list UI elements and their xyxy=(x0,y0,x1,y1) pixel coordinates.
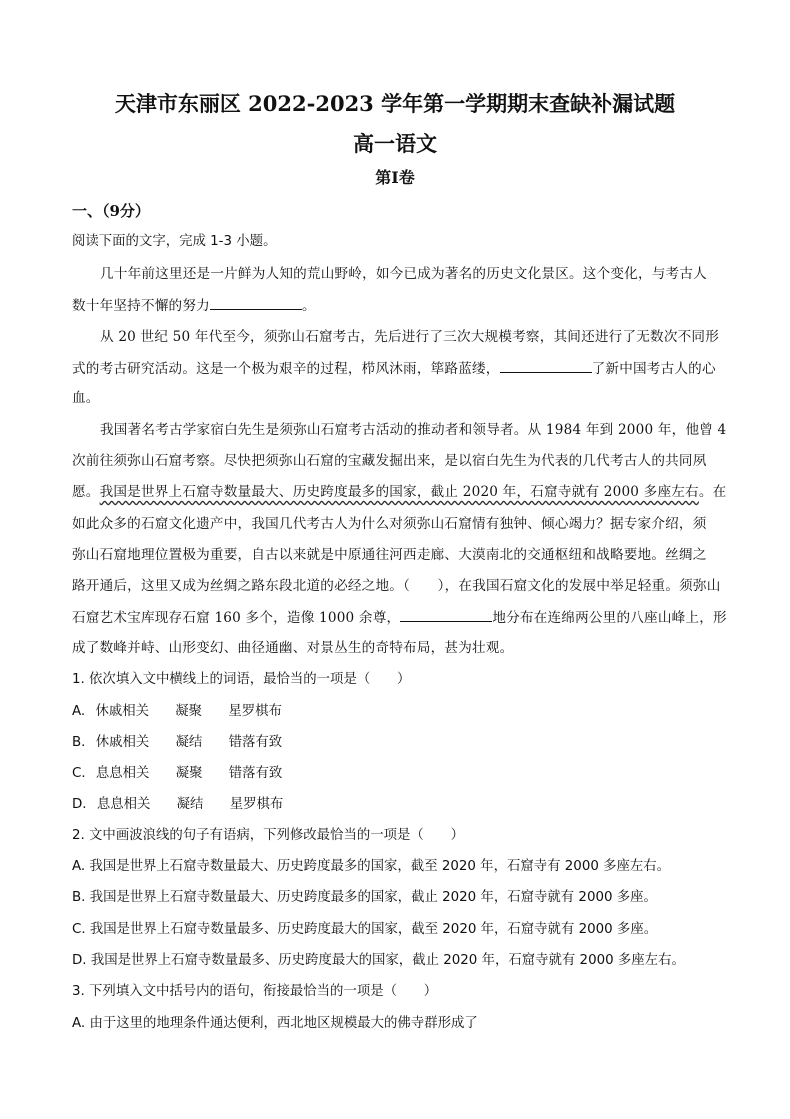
passage-line: 路开通后，这里又成为丝绸之路东段北道的必经之地。（ ），在我国石窟文化的发展中举足轻重。须弥山 xyxy=(72,578,721,594)
exam-title: 天津市东丽区 2022-2023 学年第一学期期末查缺补漏试题 xyxy=(114,91,676,116)
question-option[interactable]: A. 由于这里的地理条件通达便利，西北地区规模最大的佛寺群形成了 xyxy=(72,1016,478,1031)
volume-title: 第Ⅰ卷 xyxy=(375,168,415,187)
passage-line: 血。 xyxy=(72,390,100,406)
section-instruction: 阅读下面的文字，完成 1-3 小题。 xyxy=(72,234,277,249)
subject-title: 高一语文 xyxy=(353,131,437,156)
question-option[interactable]: A. 休戚相关 凝聚 星罗棋布 xyxy=(72,704,282,719)
passage-line: 几十年前这里还是一片鲜为人知的荒山野岭，如今已成为著名的历史文化景区。这个变化，与考古人 xyxy=(100,266,707,282)
passage-line: 愿。我国是世界上石窟寺数量最大、历史跨度最多的国家，截止 2020 年，石窟寺就有 2000 多座左右。在 xyxy=(72,484,727,500)
question-option[interactable]: D. 息息相关 凝结 星罗棋布 xyxy=(72,797,284,812)
wavy-underlined-sentence: 我国是世界上石窟寺数量最大、历史跨度最多的国家，截止 2020 年，石窟寺就有 2000 多座左右 xyxy=(99,484,699,500)
passage-line: 石窟艺术宝库现存石窟 160 多个，造像 1000 余尊， 地分布在连绵两公里的八座山峰上，形 xyxy=(72,607,720,628)
question-option[interactable]: D. 我国是世界上石窟寺数量最多、历史跨度最大的国家，截止 2020 年，石窟寺就有 2000 多座左右。 xyxy=(72,953,685,968)
question-stem: 2. 文中画波浪线的句子有语病，下列修改最恰当的一项是（ ） xyxy=(72,828,464,843)
fill-blank-2 xyxy=(500,358,592,373)
passage-line: 次前往须弥山石窟考察。尽快把须弥山石窟的宝藏发掘出来，是以宿白先生为代表的几代考古人的共同夙 xyxy=(72,453,707,469)
question-option[interactable]: A. 我国是世界上石窟寺数量最大、历史跨度最多的国家，截至 2020 年，石窟寺有 2000 多座左右。 xyxy=(72,859,671,874)
passage-line: 我国著名考古学家宿白先生是须弥山石窟考古活动的推动者和领导者。从 1984 年到 2000 年，他曾 4 xyxy=(100,422,727,438)
passage-line: 式的考古研究活动。这是一个极为艰辛的过程，栉风沐雨，筚路蓝缕， 了新中国考古人的心 xyxy=(72,358,720,379)
question-option[interactable]: C. 我国是世界上石窟寺数量最多、历史跨度最大的国家，截至 2020 年，石窟寺就有 2000 多座。 xyxy=(72,922,658,937)
passage-line: 数十年坚持不懈的努力 。 xyxy=(72,295,720,316)
passage-line: 从 20 世纪 50 年代至今，须弥山石窟考古，先后进行了三次大规模考察，其间还进行了无数次不同形 xyxy=(100,329,720,345)
passage-line: 弥山石窟地理位置极为重要，自古以来就是中原通往河西走廊、大漠南北的交通枢纽和战略要地。丝绸之 xyxy=(72,547,707,563)
fill-blank-3 xyxy=(400,607,492,622)
question-stem: 3. 下列填入文中括号内的语句，衔接最恰当的一项是（ ） xyxy=(72,984,438,999)
passage-line: 成了数峰并峙、山形变幻、曲径通幽、对景丛生的奇特布局，甚为壮观。 xyxy=(72,640,514,656)
question-option[interactable]: B. 我国是世界上石窟寺数量最大、历史跨度最多的国家，截止 2020 年，石窟寺就有 2000 多座。 xyxy=(72,890,657,905)
section-heading: 一、（9分） xyxy=(72,202,150,220)
question-option[interactable]: B. 休戚相关 凝结 错落有致 xyxy=(72,735,283,750)
question-option[interactable]: C. 息息相关 凝聚 错落有致 xyxy=(72,766,283,781)
passage-line: 如此众多的石窟文化遗产中，我国几代考古人为什么对须弥山石窟情有独钟、倾心竭力？据专家介绍，须 xyxy=(72,516,707,532)
question-stem: 1. 依次填入文中横线上的词语，最恰当的一项是（ ） xyxy=(72,672,411,687)
fill-blank-1 xyxy=(210,295,302,310)
